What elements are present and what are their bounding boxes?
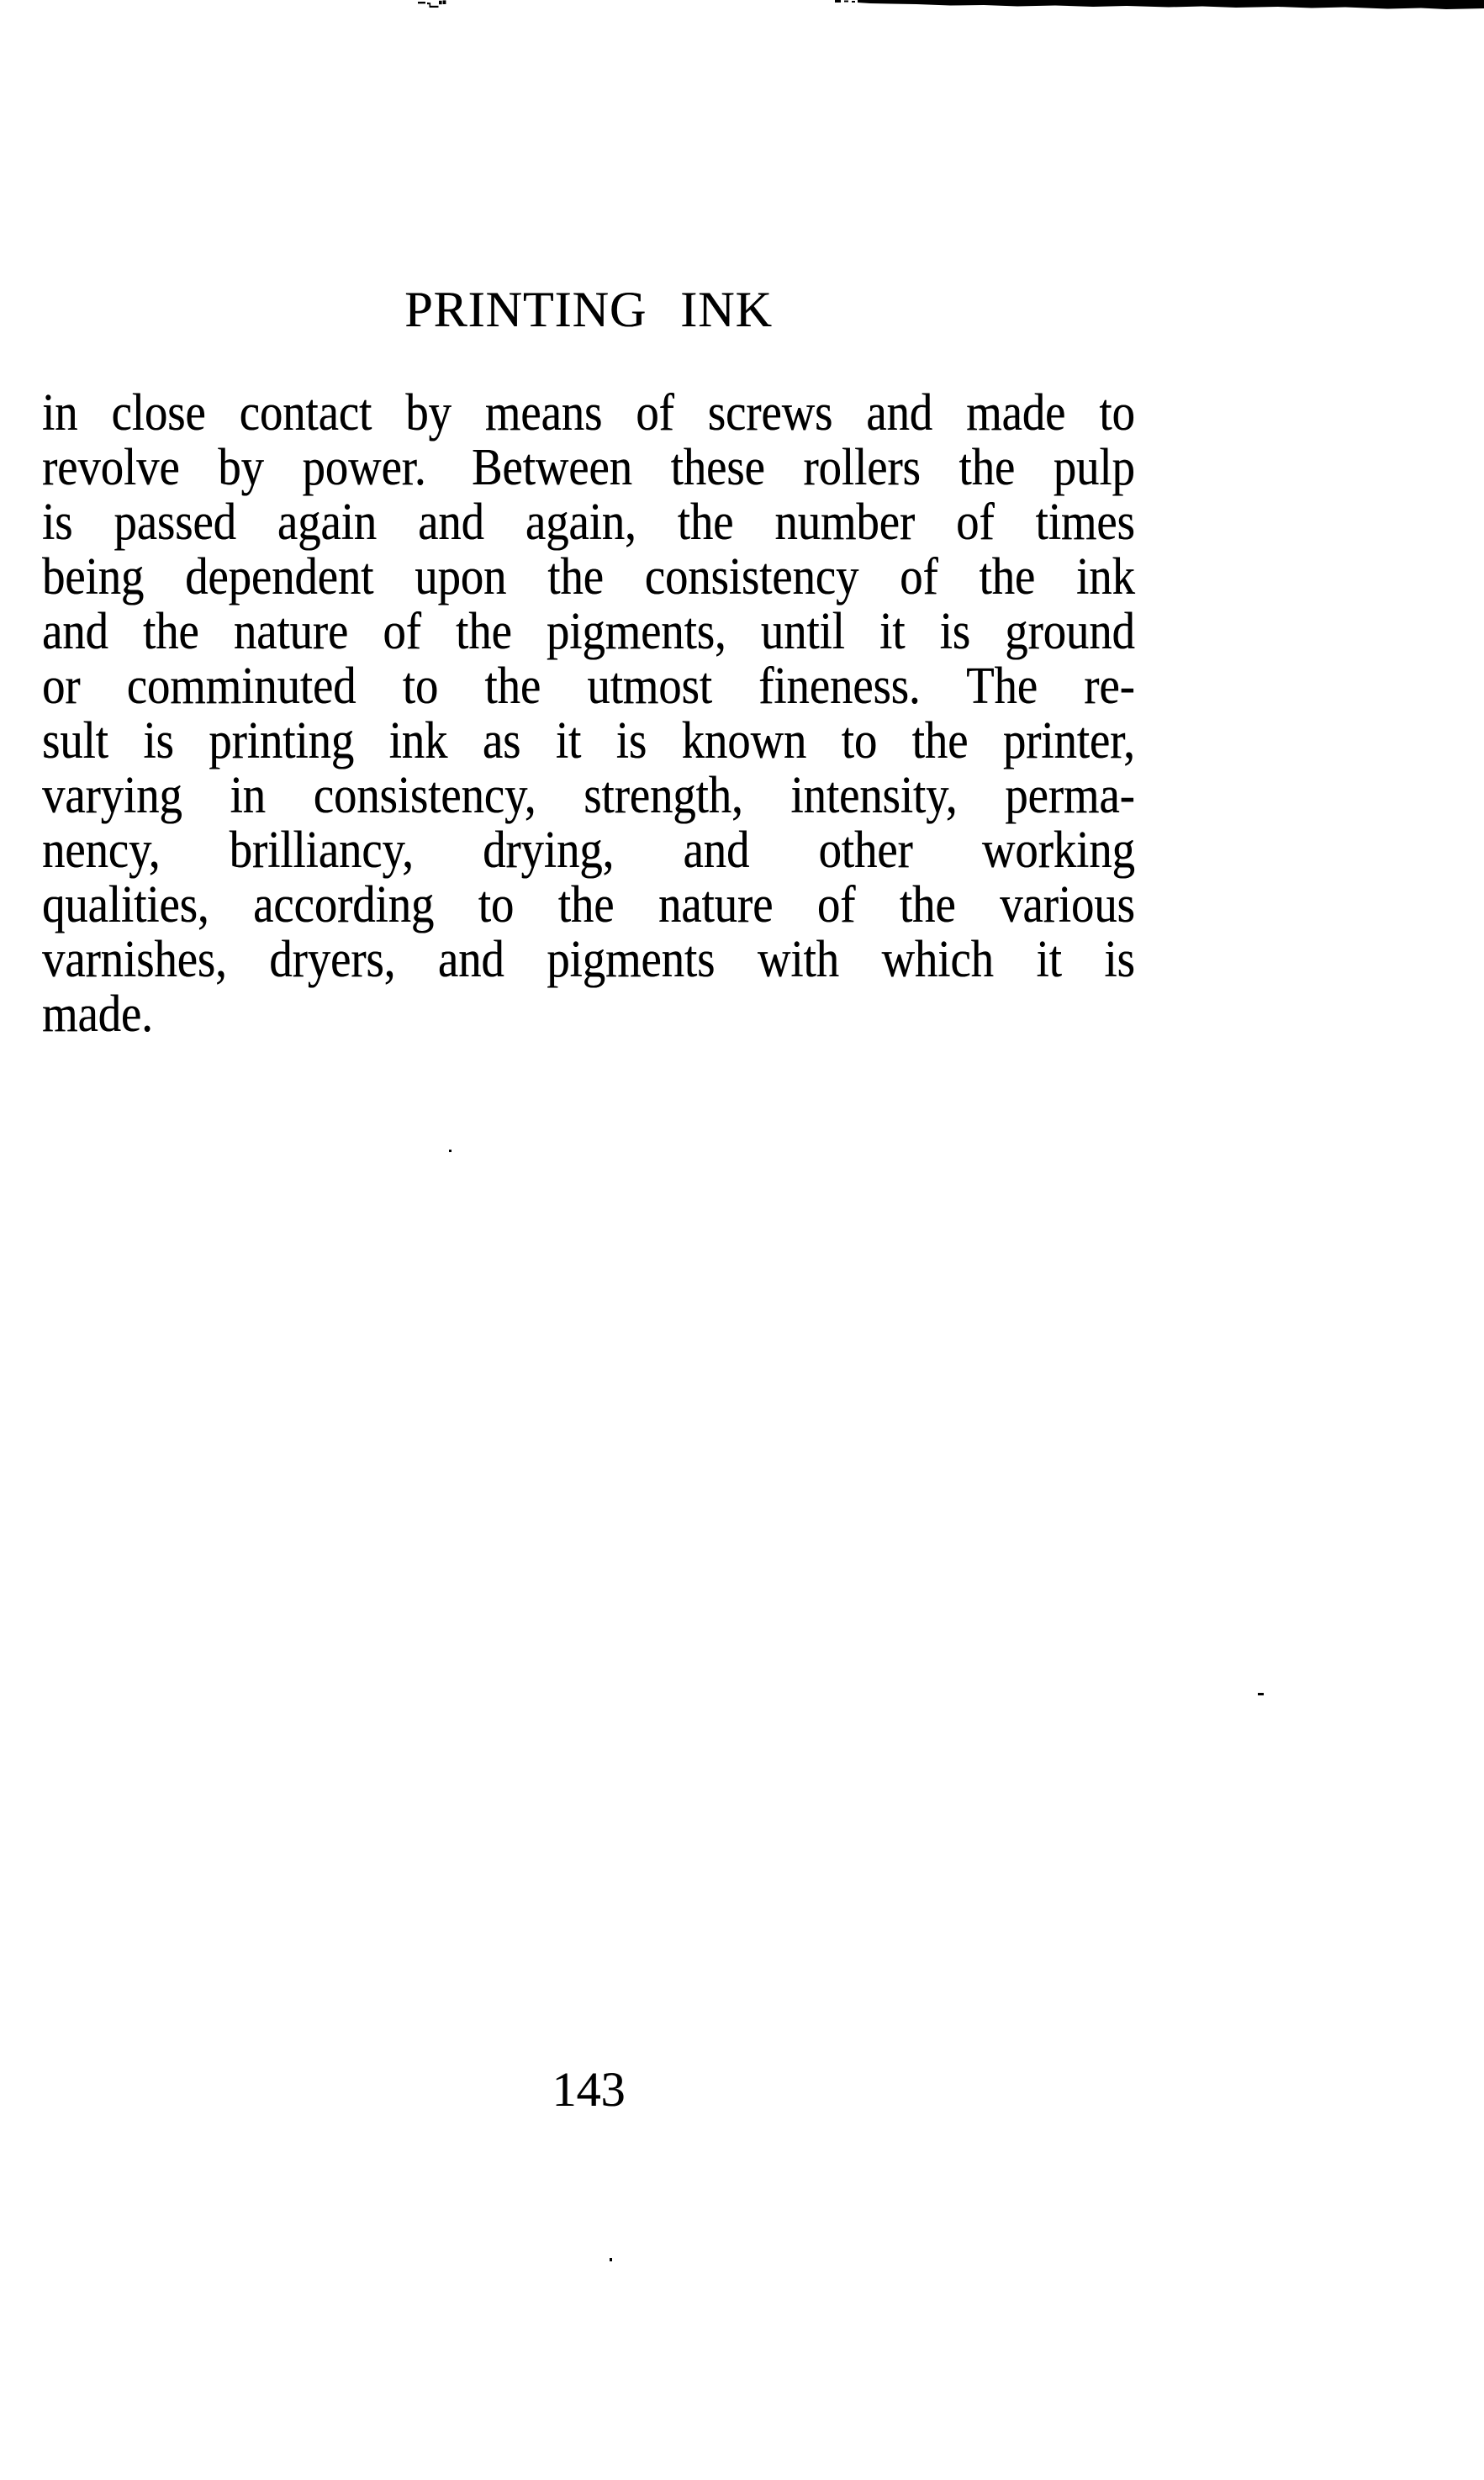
body-text-line: in close contact by means of screws and made to: [42, 384, 1135, 442]
ink-speck-artifact: [610, 2258, 612, 2261]
body-text-line: varying in consistency, strength, intensity, perma-: [42, 767, 1135, 824]
ink-speck-artifact: [449, 1150, 452, 1152]
body-text-line: qualities, according to the nature of the various: [42, 876, 1135, 933]
ink-speck-artifact: [1258, 1693, 1264, 1695]
body-text-line: revolve by power. Between these rollers the pulp: [42, 439, 1135, 496]
body-text-line: or comminuted to the utmost fineness. The re-: [42, 658, 1135, 715]
page-number: 143: [552, 2062, 626, 2117]
body-paragraph: [42, 386, 1135, 1042]
body-text-line: and the nature of the pigments, until it is ground: [42, 603, 1135, 660]
body-text-line: sult is printing ink as it is known to the printer,: [42, 712, 1135, 769]
body-text-line: is passed again and again, the number of times: [42, 494, 1135, 551]
pen-mark-artifact: [415, 0, 451, 10]
scan-edge-artifact: [0, 0, 1484, 13]
body-text-line: being dependent upon the consistency of the ink: [42, 548, 1135, 605]
running-head-title: PRINTING INK: [404, 282, 773, 337]
body-text-line: nency, brilliancy, drying, and other working: [42, 822, 1135, 879]
body-text-line: varnishes, dryers, and pigments with which it is: [42, 931, 1135, 988]
body-text-line: made.: [42, 986, 153, 1043]
